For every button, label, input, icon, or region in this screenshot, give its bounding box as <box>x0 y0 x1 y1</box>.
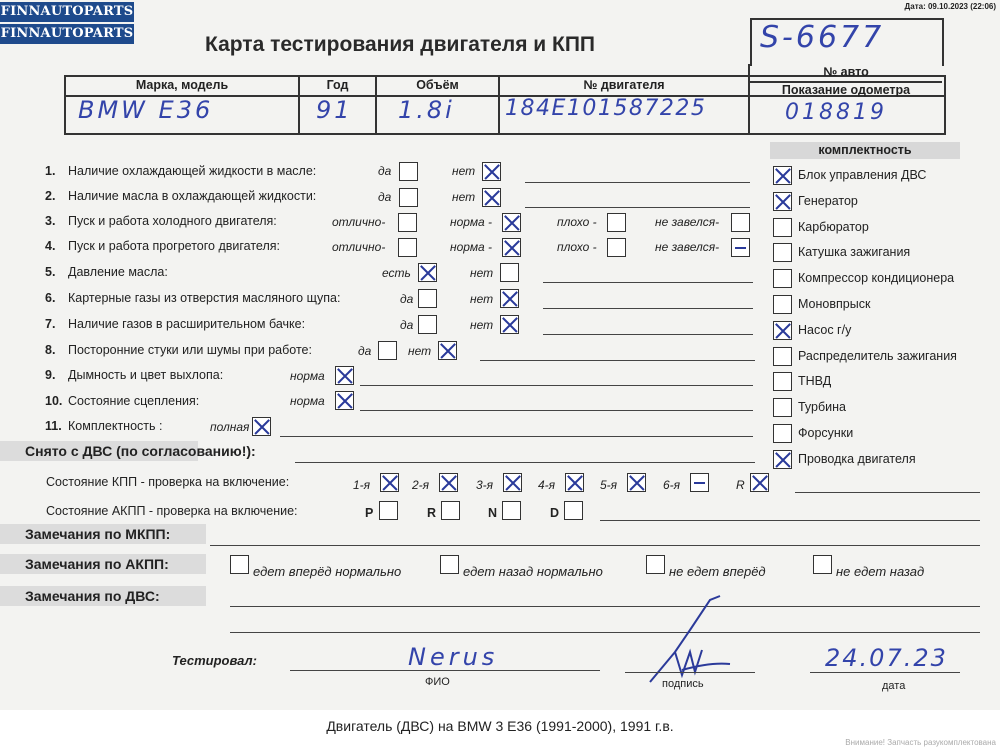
completeness-checkbox[interactable] <box>773 218 792 237</box>
akpp-no-reverse-checkbox[interactable] <box>813 555 832 574</box>
value-make: BMW E36 <box>78 96 214 124</box>
completeness-label: Распределитель зажигания <box>798 348 957 363</box>
question-text: Комплектность : <box>68 419 163 433</box>
q10-norm-label: норма <box>290 394 325 408</box>
q8-no-label: нет <box>408 344 432 358</box>
q3-bad-label: плохо - <box>557 215 597 229</box>
completeness-label: Генератор <box>798 193 858 208</box>
completeness-header: комплектность <box>770 142 960 159</box>
watermark-text: Внимание! Запчасть разукомплектована <box>845 738 996 747</box>
completeness-label: ТНВД <box>798 374 832 389</box>
q4-normal-checkbox[interactable] <box>502 238 521 257</box>
completeness-checkbox[interactable] <box>773 243 792 262</box>
q6-yes-label: да <box>400 292 414 306</box>
col-year: Год <box>326 78 349 92</box>
question-text: Давление масла: <box>68 265 168 279</box>
auto-mode-label: N <box>488 506 498 520</box>
auto-mode-label: P <box>365 506 374 520</box>
akpp-reverse-ok-label: едет назад нормально <box>463 564 603 579</box>
question-number: 11. <box>45 419 62 433</box>
col-odometer: Показание одометра <box>781 83 911 97</box>
q11-full-label: полная <box>210 420 250 434</box>
question-text: Наличие газов в расширительном бачке: <box>68 317 306 331</box>
signature-label: подпись <box>662 678 704 690</box>
q4-not-started-label: не завелся- <box>655 240 720 254</box>
tester-name: Nerus <box>408 643 499 671</box>
akpp-no-forward-checkbox[interactable] <box>646 555 665 574</box>
q7-no-label: нет <box>470 318 494 332</box>
page-title: Карта тестирования двигателя и КПП <box>205 33 596 56</box>
auto-mode-checkbox[interactable] <box>379 501 398 520</box>
q9-norm-checkbox[interactable] <box>335 366 354 385</box>
completeness-label: Катушка зажигания <box>798 245 911 260</box>
completeness-checkbox[interactable] <box>773 321 792 340</box>
stock-number: S-6677 <box>760 20 885 55</box>
date-value: 24.07.23 <box>825 644 948 672</box>
remarks-dvs-label: Замечания по ДВС: <box>25 588 160 604</box>
question-text: Пуск и работа прогретого двигателя: <box>68 239 280 253</box>
q5-present-checkbox[interactable] <box>418 263 437 282</box>
col-auto-no: № авто <box>823 65 869 79</box>
question-number: 5. <box>45 265 56 279</box>
q3-excellent-label: отлично- <box>332 215 386 229</box>
question-number: 3. <box>45 214 56 228</box>
kpp-manual-label: Состояние КПП - проверка на включение: <box>46 475 290 489</box>
q4-excellent-checkbox[interactable] <box>398 238 417 257</box>
q1-no-label: нет <box>452 164 476 178</box>
remarks-akpp-label: Замечания по АКПП: <box>25 556 169 572</box>
completeness-label: Карбюратор <box>798 219 869 234</box>
gear-checkbox[interactable] <box>750 473 769 492</box>
akpp-no-forward-label: не едет вперёд <box>669 564 766 579</box>
value-odometer: 018819 <box>785 100 887 125</box>
logo-top: FINNAUTOPARTS <box>0 2 134 22</box>
question-number: 1. <box>45 164 56 178</box>
q1-yes-label: да <box>378 164 392 178</box>
q3-bad-checkbox[interactable] <box>607 213 626 232</box>
question-text: Состояние сцепления: <box>68 394 200 408</box>
akpp-forward-ok-checkbox[interactable] <box>230 555 249 574</box>
gear-checkbox[interactable] <box>690 473 709 492</box>
completeness-checkbox[interactable] <box>773 424 792 443</box>
question-text: Пуск и работа холодного двигателя: <box>68 214 277 228</box>
value-volume: 1.8i <box>398 96 455 124</box>
gear-label: 6-я <box>663 478 681 492</box>
fio-label: ФИО <box>425 676 450 688</box>
q1-no-checkbox[interactable] <box>482 162 501 181</box>
logo-bottom: FINNAUTOPARTS <box>0 24 134 44</box>
q3-normal-checkbox[interactable] <box>502 213 521 232</box>
question-number: 8. <box>45 343 56 357</box>
q5-no-label: нет <box>470 266 494 280</box>
completeness-label: Проводка двигателя <box>798 451 916 466</box>
q7-no-checkbox[interactable] <box>500 315 519 334</box>
gear-checkbox[interactable] <box>439 473 458 492</box>
auto-mode-checkbox[interactable] <box>502 501 521 520</box>
question-number: 7. <box>45 317 56 331</box>
gear-label: 5-я <box>600 478 618 492</box>
remarks-mkpp-label: Замечания по МКПП: <box>25 526 171 542</box>
akpp-forward-ok-label: едет вперёд нормально <box>253 564 402 579</box>
completeness-checkbox[interactable] <box>773 347 792 366</box>
gear-label: 2-я <box>412 478 430 492</box>
q9-norm-label: норма <box>290 369 325 383</box>
question-number: 4. <box>45 239 56 253</box>
q7-yes-checkbox[interactable] <box>418 315 437 334</box>
completeness-checkbox[interactable] <box>773 192 792 211</box>
completeness-label: Турбина <box>798 400 846 415</box>
gear-checkbox[interactable] <box>565 473 584 492</box>
completeness-checkbox[interactable] <box>773 372 792 391</box>
q3-normal-label: норма - <box>450 215 493 229</box>
completeness-checkbox[interactable] <box>773 295 792 314</box>
question-text: Наличие охлаждающей жидкости в масле: <box>68 164 317 178</box>
q7-yes-label: да <box>400 318 414 332</box>
col-volume: Объём <box>416 78 459 92</box>
completeness-label: Насос г/у <box>798 322 852 337</box>
q2-yes-label: да <box>378 190 392 204</box>
q8-yes-label: да <box>358 344 372 358</box>
q10-norm-checkbox[interactable] <box>335 391 354 410</box>
gear-checkbox[interactable] <box>380 473 399 492</box>
tested-label: Тестировал: <box>172 653 257 668</box>
gear-label: 1-я <box>353 478 371 492</box>
q4-bad-label: плохо - <box>557 240 597 254</box>
completeness-checkbox[interactable] <box>773 166 792 185</box>
question-text: Дымность и цвет выхлопа: <box>68 368 224 382</box>
date-label: дата <box>882 680 906 692</box>
q6-no-label: нет <box>470 292 494 306</box>
auto-mode-checkbox[interactable] <box>441 501 460 520</box>
completeness-label: Форсунки <box>798 426 854 440</box>
question-number: 2. <box>45 189 56 203</box>
q11-full-checkbox[interactable] <box>252 417 271 436</box>
akpp-no-reverse-label: не едет назад <box>836 564 925 579</box>
question-text: Посторонние стуки или шумы при работе: <box>68 343 312 357</box>
q6-no-checkbox[interactable] <box>500 289 519 308</box>
gear-label: 4-я <box>538 478 556 492</box>
signature-mark <box>620 590 760 690</box>
akpp-reverse-ok-checkbox[interactable] <box>440 555 459 574</box>
question-number: 10. <box>45 394 63 408</box>
question-text: Картерные газы из отверстия масляного щупа: <box>68 291 341 305</box>
auto-mode-checkbox[interactable] <box>564 501 583 520</box>
completeness-checkbox[interactable] <box>773 398 792 417</box>
q8-yes-checkbox[interactable] <box>378 341 397 360</box>
q4-bad-checkbox[interactable] <box>607 238 626 257</box>
question-number: 6. <box>45 291 56 305</box>
q1-yes-checkbox[interactable] <box>399 162 418 181</box>
completeness-checkbox[interactable] <box>773 450 792 469</box>
q3-not-started-checkbox[interactable] <box>731 213 750 232</box>
q3-not-started-label: не завелся- <box>655 215 720 229</box>
value-year: 91 <box>316 96 353 124</box>
gear-label: R <box>736 478 745 492</box>
gear-checkbox[interactable] <box>503 473 522 492</box>
q5-present-label: есть <box>382 266 411 280</box>
q2-no-label: нет <box>452 190 476 204</box>
q2-no-checkbox[interactable] <box>482 188 501 207</box>
completeness-label: Моновпрыск <box>798 297 871 311</box>
completeness-label: Блок управления ДВС <box>798 168 927 182</box>
q4-excellent-label: отлично- <box>332 240 386 254</box>
kpp-auto-label: Состояние АКПП - проверка на включение: <box>46 504 298 518</box>
date-stamp: Дата: 09.10.2023 (22:06) <box>904 2 996 11</box>
q5-no-checkbox[interactable] <box>500 263 519 282</box>
completeness-label: Компрессор кондиционера <box>798 271 955 286</box>
q3-excellent-checkbox[interactable] <box>398 213 417 232</box>
completeness-checkbox[interactable] <box>773 269 792 288</box>
question-number: 9. <box>45 368 56 382</box>
col-engine-no: № двигателя <box>583 78 665 92</box>
gear-label: 3-я <box>476 478 494 492</box>
q8-no-checkbox[interactable] <box>438 341 457 360</box>
q4-normal-label: норма - <box>450 240 493 254</box>
gear-checkbox[interactable] <box>627 473 646 492</box>
question-text: Наличие масла в охлаждающей жидкости: <box>68 189 317 203</box>
removed-label: Снято с ДВС (по согласованию!): <box>25 443 256 459</box>
auto-mode-label: D <box>550 506 560 520</box>
col-make: Марка, модель <box>135 78 229 92</box>
value-engine-no: 184E101587225 <box>505 96 707 121</box>
q4-not-started-checkbox[interactable] <box>731 238 750 257</box>
q2-yes-checkbox[interactable] <box>399 188 418 207</box>
auto-mode-label: R <box>427 506 437 520</box>
image-caption: Двигатель (ДВС) на BMW 3 E36 (1991-2000), 1991 г.в. <box>326 718 674 734</box>
q6-yes-checkbox[interactable] <box>418 289 437 308</box>
